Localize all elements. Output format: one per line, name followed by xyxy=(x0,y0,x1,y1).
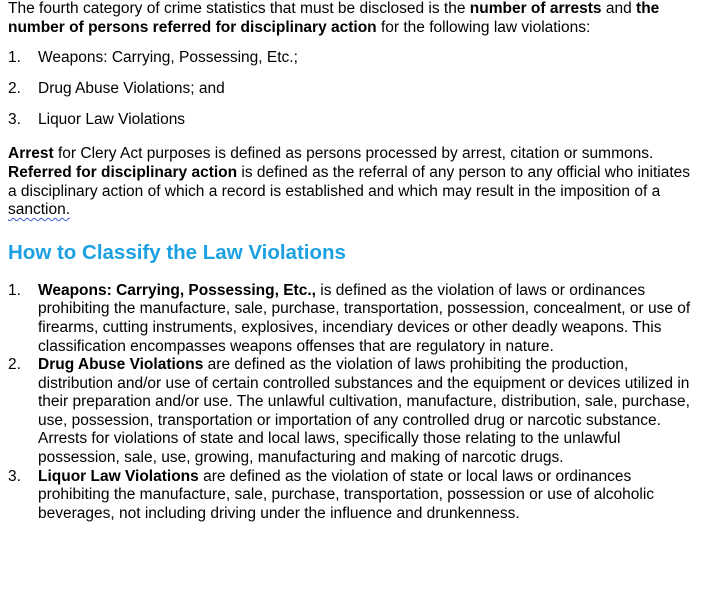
list-item xyxy=(8,49,698,68)
list-item-text: Drug Abuse Violations; and xyxy=(38,79,225,97)
section-heading: How to Classify the Law Violations xyxy=(8,240,346,264)
intro-bold-referred: the number of persons referred for disciplinary action xyxy=(8,0,660,36)
referred-definition xyxy=(8,164,698,220)
list-number: 3. xyxy=(8,110,21,128)
intro-bold-arrests: number of arrests xyxy=(469,0,602,17)
intro-text: The fourth category of crime statistics that must be disclosed is the xyxy=(8,0,470,17)
referred-text: is defined as the referral of any person to any official who initiates a disciplinary action of which a record is established and which may result in the imposition of a xyxy=(8,163,691,200)
list-number: 1. xyxy=(8,49,21,67)
classification-list xyxy=(8,282,698,524)
intro-paragraph xyxy=(8,0,698,37)
list-item-text: is defined as the violation of laws or ordinances prohibiting the manufacture, sale, purchase, transportation, possession, concealment, or use of firearms, cutting instruments, explosives, incendiary devices or other deadly weapons. This classification encompasses weapons offenses that are regulatory in nature. xyxy=(38,281,691,355)
intro-text: for the following law violations: xyxy=(376,18,591,36)
arrest-definition xyxy=(8,145,698,164)
list-number: 3. xyxy=(8,467,21,485)
list-term: Weapons: Carrying, Possessing, Etc., xyxy=(38,281,316,299)
list-number: 1. xyxy=(8,281,21,299)
list-item xyxy=(8,80,698,99)
referred-term: Referred for disciplinary action xyxy=(8,163,238,181)
list-term: Liquor Law Violations xyxy=(38,467,199,485)
list-item xyxy=(8,111,698,130)
spellcheck-underlined-word[interactable]: sanction. xyxy=(8,201,71,219)
list-item-text: are defined as the violation of laws prohibiting the production, distribution and/or use of certain controlled substances and the equipment or devices utilized in their preparation and/or use. The unlawful cultivation, manufacture, distribution, sale, purchase, use, possession, transportation or importation of any controlled drug or narcotic substance. Arrests for violations of state and local laws, specifically those relating to the unlawful possession, sale, use, growing, manufacturing and making of narcotic drugs. xyxy=(38,356,690,467)
list-item xyxy=(8,468,698,524)
violation-list xyxy=(8,49,698,129)
intro-text: and xyxy=(601,0,637,17)
list-item xyxy=(8,282,698,356)
arrest-term: Arrest xyxy=(8,145,54,163)
list-item xyxy=(8,356,698,468)
arrest-text: for Clery Act purposes is defined as persons processed by arrest, citation or summons. xyxy=(53,145,654,163)
list-term: Drug Abuse Violations xyxy=(38,356,204,374)
list-item-text: are defined as the violation of state or local laws or ordinances prohibiting the manufacture, sale, purchase, transportation, possession or use of alcoholic beverages, not including driving under the influence and drunkenness. xyxy=(38,467,655,522)
list-item-text: Weapons: Carrying, Possessing, Etc.; xyxy=(38,49,298,67)
list-number: 2. xyxy=(8,356,21,374)
document-body xyxy=(8,0,698,523)
definitions-block xyxy=(8,145,698,219)
list-item-text: Liquor Law Violations xyxy=(38,110,186,128)
list-number: 2. xyxy=(8,79,21,97)
